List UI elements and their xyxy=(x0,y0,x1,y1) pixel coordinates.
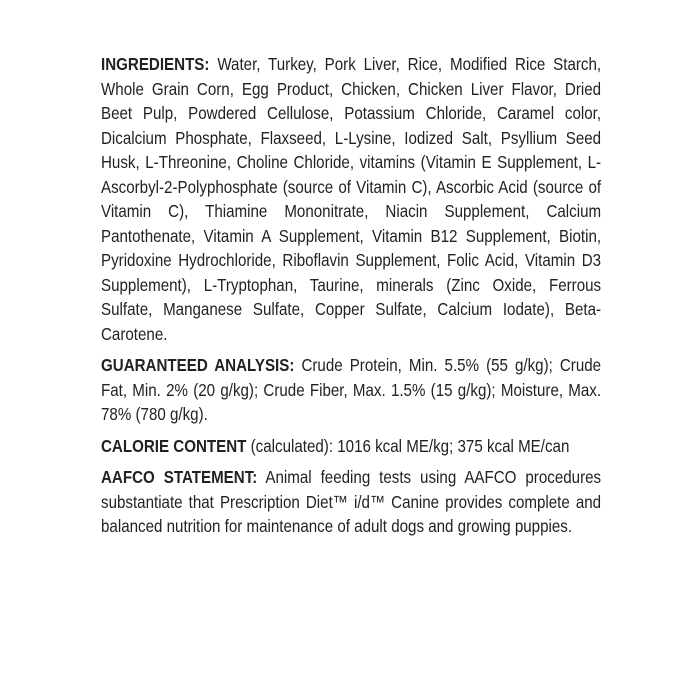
guaranteed-analysis-section xyxy=(101,353,601,427)
ingredients-text: Water, Turkey, Pork Liver, Rice, Modified Rice Starch, Whole Grain Corn, Egg Product, Chicken, Chicken Liver Flavor, Dried Beet Pulp, Powdered Cellulose, Potassium Chloride, Caramel color, Dicalcium Phosphate, Flaxseed, L-Lysine, Iodized Salt, Psyllium Seed Husk, L-Threonine, Choline Chloride, vitamins (Vitamin E Supplement, L-Ascorbyl-2-Polyphosphate (source of Vitamin C), Ascorbic Acid (source of Vitamin C), Thiamine Mononitrate, Niacin Supplement, Calcium Pantothenate, Vitamin A Supplement, Vitamin B12 Supplement, Biotin, Pyridoxine Hydrochloride, Riboflavin Supplement, Folic Acid, Vitamin D3 Supplement), L-Tryptophan, Taurine, minerals (Zinc Oxide, Ferrous Sulfate, Manganese Sulfate, Copper Sulfate, Calcium Iodate), Beta-Carotene. xyxy=(101,54,602,344)
aafco-statement-text: Animal feeding tests using AAFCO procedures substantiate that Prescription Diet™ i/d™ Canine provides complete and balanced nutrition for maintenance of adult dogs and growing puppies. xyxy=(101,467,602,536)
aafco-statement-section xyxy=(101,465,601,539)
aafco-statement-heading: AAFCO STATEMENT: xyxy=(101,467,258,487)
guaranteed-analysis-text: Crude Protein, Min. 5.5% (55 g/kg); Crude Fat, Min. 2% (20 g/kg); Crude Fiber, Max. 1.5% (15 g/kg); Moisture, Max. 78% (780 g/kg). xyxy=(101,355,602,424)
calorie-content-text: (calculated): 1016 kcal ME/kg; 375 kcal ME/can xyxy=(250,435,570,456)
ingredients-heading: INGREDIENTS: xyxy=(101,54,210,74)
calorie-content-section xyxy=(101,434,601,459)
ingredients-section xyxy=(101,52,601,346)
calorie-content-heading: CALORIE CONTENT xyxy=(101,435,247,456)
guaranteed-analysis-heading: GUARANTEED ANALYSIS: xyxy=(101,355,295,375)
nutrition-label-panel xyxy=(101,52,601,546)
